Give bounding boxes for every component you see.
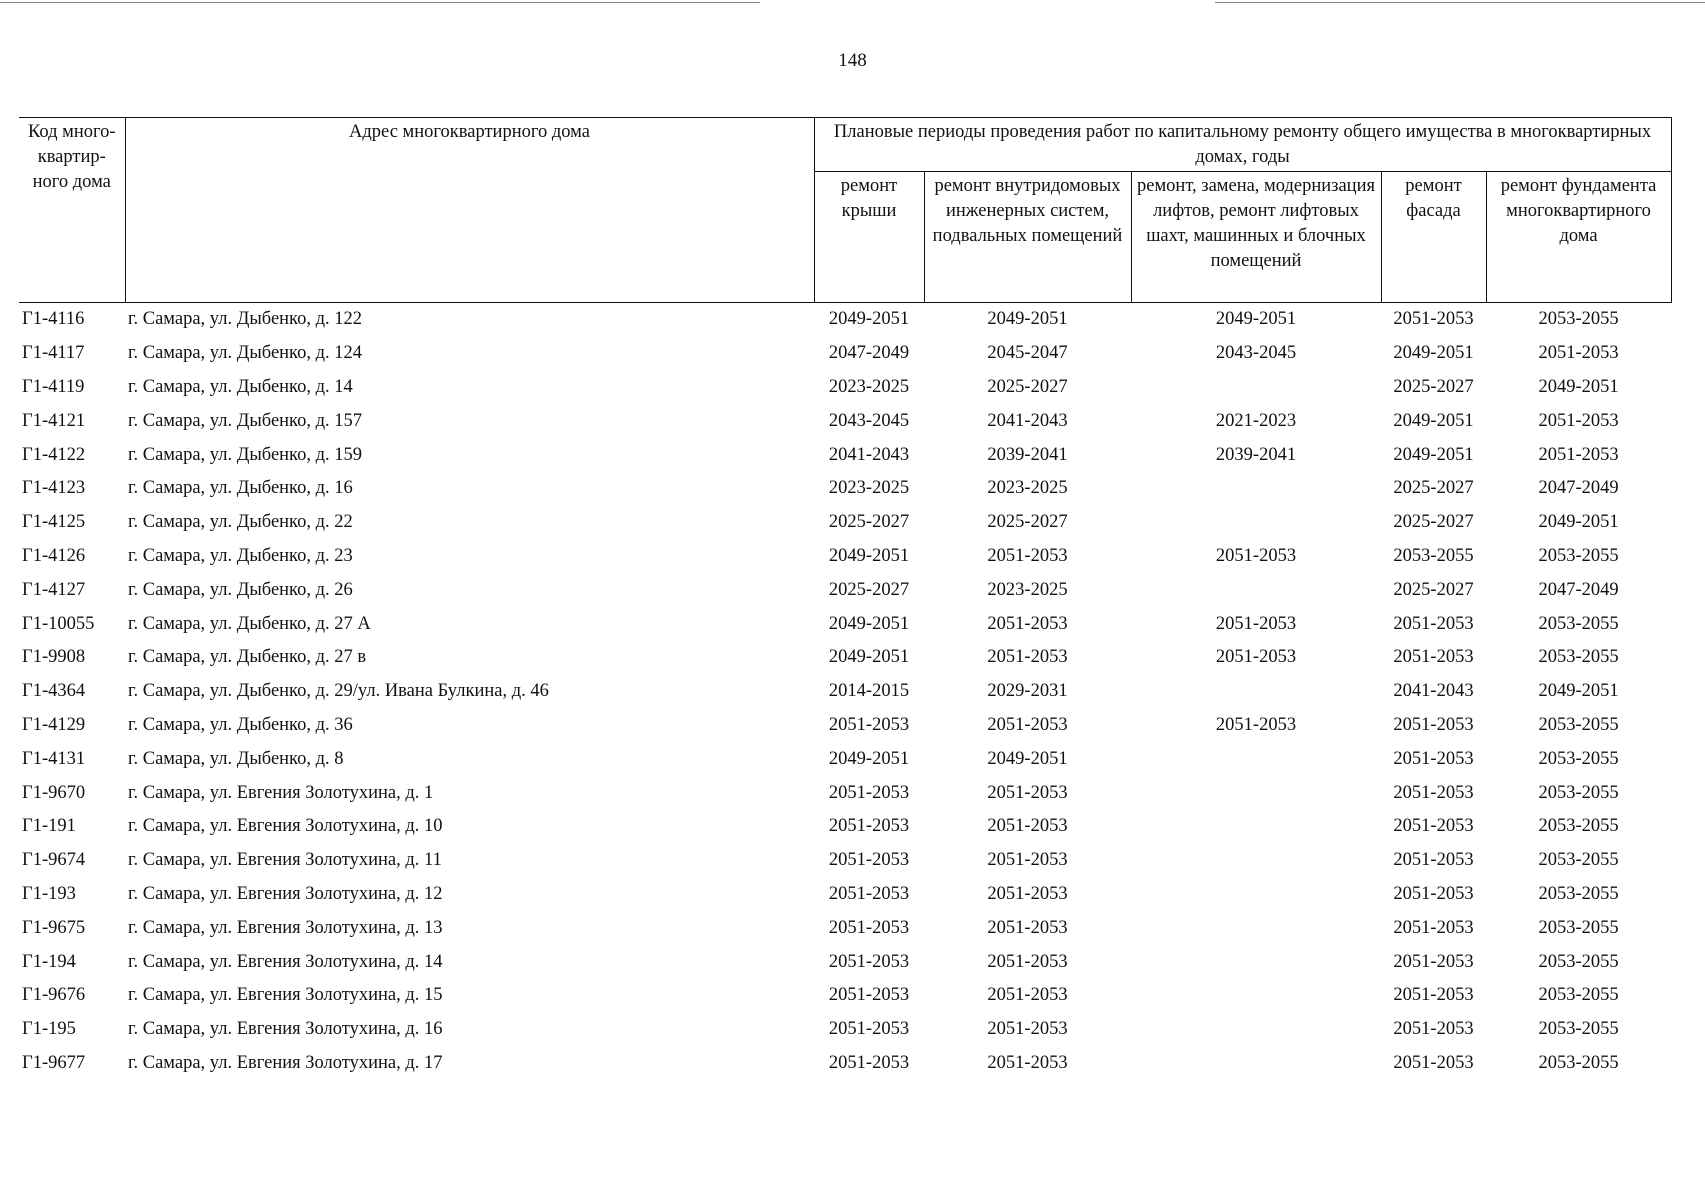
cell-address: г. Самара, ул. Евгения Золотухина, д. 12	[128, 883, 443, 904]
cell-elevators	[1131, 776, 1381, 810]
header-foundation: ремонт фундамента многоквартирного дома	[1486, 172, 1671, 303]
cell-foundation: 2053-2055	[1538, 545, 1619, 566]
cell-roof: 2049-2051	[828, 647, 910, 668]
table-row	[19, 337, 1671, 371]
cell-engineering: 2051-2053	[987, 850, 1068, 871]
cell-elevators	[1131, 573, 1381, 607]
cell-code: Г1-4116	[22, 309, 85, 330]
cell-elevators	[1131, 1047, 1381, 1081]
cell-facade: 2051-2053	[1393, 816, 1474, 837]
cell-facade: 2051-2053	[1393, 1019, 1474, 1040]
cell-roof: 2047-2049	[828, 343, 910, 364]
cell-address: г. Самара, ул. Дыбенко, д. 22	[128, 512, 353, 533]
cell-engineering: 2051-2053	[987, 883, 1068, 904]
cell-engineering: 2051-2053	[987, 782, 1068, 803]
cell-code: Г1-195	[22, 1019, 76, 1040]
cell-foundation: 2053-2055	[1538, 309, 1619, 330]
scan-top-rule	[0, 2, 760, 3]
cell-elevators: 2021-2023	[1215, 410, 1297, 431]
cell-engineering: 2051-2053	[987, 1052, 1068, 1073]
cell-engineering: 2051-2053	[987, 985, 1068, 1006]
cell-facade: 2051-2053	[1393, 917, 1474, 938]
table-row	[19, 911, 1671, 945]
cell-facade: 2051-2053	[1393, 985, 1474, 1006]
cell-engineering: 2051-2053	[987, 545, 1068, 566]
table-row	[19, 641, 1671, 675]
cell-foundation: 2053-2055	[1538, 850, 1619, 871]
cell-facade: 2025-2027	[1393, 579, 1474, 600]
table-row	[19, 776, 1671, 810]
cell-foundation: 2053-2055	[1538, 748, 1619, 769]
cell-elevators	[1131, 911, 1381, 945]
cell-elevators	[1131, 979, 1381, 1013]
cell-roof: 2025-2027	[828, 579, 910, 600]
cell-facade: 2041-2043	[1393, 681, 1474, 702]
cell-address: г. Самара, ул. Дыбенко, д. 36	[128, 714, 353, 735]
cell-engineering: 2041-2043	[987, 410, 1068, 431]
cell-code: Г1-9670	[22, 782, 86, 803]
cell-foundation: 2053-2055	[1538, 951, 1619, 972]
cell-code: Г1-4364	[22, 681, 86, 702]
table-row	[19, 404, 1671, 438]
cell-facade: 2049-2051	[1393, 444, 1474, 465]
cell-engineering: 2049-2051	[987, 748, 1068, 769]
table-header	[19, 118, 1671, 303]
cell-code: Г1-9674	[22, 850, 86, 871]
cell-code: Г1-4123	[22, 478, 86, 499]
cell-foundation: 2049-2051	[1538, 512, 1619, 533]
cell-roof: 2049-2051	[828, 309, 910, 330]
cell-roof: 2051-2053	[828, 1052, 910, 1073]
cell-foundation: 2051-2053	[1538, 410, 1619, 431]
cell-code: Г1-4119	[22, 376, 85, 397]
cell-code: Г1-4121	[22, 410, 86, 431]
cell-foundation: 2051-2053	[1538, 444, 1619, 465]
cell-code: Г1-9677	[22, 1052, 86, 1073]
cell-address: г. Самара, ул. Евгения Золотухина, д. 1	[128, 782, 434, 803]
table-row	[19, 675, 1671, 709]
cell-facade: 2051-2053	[1393, 1052, 1474, 1073]
table-row	[19, 506, 1671, 540]
table-row	[19, 810, 1671, 844]
cell-code: Г1-9908	[22, 647, 86, 668]
header-facade: ремонт фасада	[1381, 172, 1486, 303]
cell-foundation: 2049-2051	[1538, 681, 1619, 702]
cell-roof: 2049-2051	[828, 748, 910, 769]
table-row	[19, 371, 1671, 405]
cell-foundation: 2053-2055	[1538, 917, 1619, 938]
cell-roof: 2023-2025	[828, 478, 910, 499]
table-row	[19, 607, 1671, 641]
cell-elevators	[1131, 371, 1381, 405]
cell-address: г. Самара, ул. Дыбенко, д. 29/ул. Ивана Булкина, д. 46	[128, 681, 549, 702]
cell-elevators	[1131, 742, 1381, 776]
cell-roof: 2023-2025	[828, 376, 910, 397]
cell-roof: 2043-2045	[828, 410, 910, 431]
cell-engineering: 2051-2053	[987, 917, 1068, 938]
table-row	[19, 438, 1671, 472]
cell-elevators	[1131, 945, 1381, 979]
cell-address: г. Самара, ул. Дыбенко, д. 122	[128, 309, 363, 330]
table-row	[19, 540, 1671, 574]
cell-code: Г1-191	[22, 816, 76, 837]
cell-facade: 2051-2053	[1393, 613, 1474, 634]
table-row	[19, 303, 1671, 337]
table-row	[19, 1047, 1671, 1081]
cell-foundation: 2053-2055	[1538, 782, 1619, 803]
repair-schedule-table	[19, 117, 1672, 1080]
cell-engineering: 2051-2053	[987, 714, 1068, 735]
cell-roof: 2041-2043	[828, 444, 910, 465]
cell-foundation: 2047-2049	[1538, 478, 1619, 499]
cell-facade: 2051-2053	[1393, 850, 1474, 871]
header-roof: ремонт крыши	[814, 172, 924, 303]
cell-facade: 2051-2053	[1393, 782, 1474, 803]
cell-elevators: 2051-2053	[1215, 613, 1297, 634]
cell-engineering: 2023-2025	[987, 478, 1068, 499]
cell-foundation: 2053-2055	[1538, 1052, 1619, 1073]
cell-code: Г1-4126	[22, 545, 86, 566]
table-row	[19, 844, 1671, 878]
cell-engineering: 2039-2041	[987, 444, 1068, 465]
cell-facade: 2025-2027	[1393, 376, 1474, 397]
cell-facade: 2049-2051	[1393, 343, 1474, 364]
cell-address: г. Самара, ул. Дыбенко, д. 14	[128, 376, 353, 397]
cell-elevators: 2051-2053	[1215, 647, 1297, 668]
cell-engineering: 2051-2053	[987, 613, 1068, 634]
cell-foundation: 2051-2053	[1538, 343, 1619, 364]
cell-address: г. Самара, ул. Евгения Золотухина, д. 17	[128, 1052, 443, 1073]
cell-code: Г1-10055	[22, 613, 95, 634]
cell-engineering: 2051-2053	[987, 951, 1068, 972]
cell-address: г. Самара, ул. Дыбенко, д. 157	[128, 410, 363, 431]
cell-facade: 2051-2053	[1393, 951, 1474, 972]
cell-foundation: 2053-2055	[1538, 883, 1619, 904]
cell-elevators: 2051-2053	[1215, 714, 1297, 735]
cell-foundation: 2049-2051	[1538, 376, 1619, 397]
header-engineering: ремонт внутридомовых инженерных систем, подвальных помещений	[924, 172, 1131, 303]
cell-facade: 2051-2053	[1393, 309, 1474, 330]
cell-facade: 2051-2053	[1393, 647, 1474, 668]
cell-facade: 2051-2053	[1393, 883, 1474, 904]
cell-elevators	[1131, 1013, 1381, 1047]
cell-elevators	[1131, 675, 1381, 709]
table-row	[19, 945, 1671, 979]
cell-roof: 2051-2053	[828, 1019, 910, 1040]
table-row	[19, 709, 1671, 743]
table-row	[19, 878, 1671, 912]
table-body	[19, 303, 1671, 1081]
cell-address: г. Самара, ул. Евгения Золотухина, д. 15	[128, 985, 443, 1006]
cell-address: г. Самара, ул. Дыбенко, д. 8	[128, 748, 344, 769]
cell-code: Г1-4122	[22, 444, 86, 465]
cell-address: г. Самара, ул. Евгения Золотухина, д. 16	[128, 1019, 443, 1040]
cell-engineering: 2051-2053	[987, 816, 1068, 837]
cell-engineering: 2023-2025	[987, 579, 1068, 600]
cell-code: Г1-4127	[22, 579, 86, 600]
cell-engineering: 2051-2053	[987, 1019, 1068, 1040]
cell-address: г. Самара, ул. Дыбенко, д. 26	[128, 579, 353, 600]
cell-elevators	[1131, 506, 1381, 540]
cell-address: г. Самара, ул. Дыбенко, д. 124	[128, 343, 363, 364]
table-row	[19, 472, 1671, 506]
cell-roof: 2051-2053	[828, 883, 910, 904]
cell-foundation: 2053-2055	[1538, 613, 1619, 634]
cell-address: г. Самара, ул. Дыбенко, д. 27 А	[128, 613, 371, 634]
cell-code: Г1-9675	[22, 917, 86, 938]
header-address: Адрес многоквартирного дома	[125, 118, 814, 303]
cell-roof: 2051-2053	[828, 816, 910, 837]
cell-engineering: 2051-2053	[987, 647, 1068, 668]
cell-foundation: 2047-2049	[1538, 579, 1619, 600]
cell-code: Г1-4131	[22, 748, 86, 769]
cell-engineering: 2029-2031	[987, 681, 1068, 702]
cell-foundation: 2053-2055	[1538, 985, 1619, 1006]
cell-facade: 2053-2055	[1393, 545, 1474, 566]
cell-address: г. Самара, ул. Дыбенко, д. 16	[128, 478, 353, 499]
cell-code: Г1-4117	[22, 343, 85, 364]
cell-address: г. Самара, ул. Дыбенко, д. 27 в	[128, 647, 367, 668]
cell-engineering: 2045-2047	[987, 343, 1068, 364]
cell-elevators: 2039-2041	[1215, 444, 1297, 465]
header-periods: Плановые периоды проведения работ по капитальному ремонту общего имущества в многоквартирных домах, годы	[814, 118, 1671, 172]
cell-facade: 2051-2053	[1393, 748, 1474, 769]
table-row	[19, 573, 1671, 607]
cell-elevators	[1131, 810, 1381, 844]
cell-roof: 2051-2053	[828, 917, 910, 938]
cell-engineering: 2049-2051	[987, 309, 1068, 330]
table-row	[19, 742, 1671, 776]
cell-elevators	[1131, 878, 1381, 912]
header-elevators: ремонт, замена, модернизация лифтов, ремонт лифтовых шахт, машинных и блочных помещений	[1131, 172, 1381, 303]
cell-code: Г1-194	[22, 951, 76, 972]
cell-elevators	[1131, 844, 1381, 878]
cell-foundation: 2053-2055	[1538, 1019, 1619, 1040]
cell-elevators: 2049-2051	[1215, 309, 1297, 330]
cell-roof: 2014-2015	[828, 681, 910, 702]
table-row	[19, 1013, 1671, 1047]
cell-address: г. Самара, ул. Дыбенко, д. 23	[128, 545, 353, 566]
cell-elevators	[1131, 472, 1381, 506]
cell-engineering: 2025-2027	[987, 376, 1068, 397]
cell-roof: 2051-2053	[828, 714, 910, 735]
cell-address: г. Самара, ул. Евгения Золотухина, д. 11	[128, 850, 442, 871]
cell-address: г. Самара, ул. Евгения Золотухина, д. 14	[128, 951, 443, 972]
header-code: Код много-квартир-ного дома	[19, 118, 125, 303]
cell-roof: 2025-2027	[828, 512, 910, 533]
cell-roof: 2051-2053	[828, 985, 910, 1006]
cell-code: Г1-4129	[22, 714, 86, 735]
cell-address: г. Самара, ул. Евгения Золотухина, д. 13	[128, 917, 443, 938]
cell-facade: 2049-2051	[1393, 410, 1474, 431]
table-row	[19, 979, 1671, 1013]
cell-code: Г1-4125	[22, 512, 86, 533]
scan-top-rule-right	[1215, 2, 1705, 3]
cell-elevators: 2051-2053	[1215, 545, 1297, 566]
cell-foundation: 2053-2055	[1538, 816, 1619, 837]
cell-elevators: 2043-2045	[1215, 343, 1297, 364]
cell-facade: 2051-2053	[1393, 714, 1474, 735]
cell-facade: 2025-2027	[1393, 512, 1474, 533]
page-number: 148	[838, 50, 867, 71]
cell-roof: 2051-2053	[828, 850, 910, 871]
cell-address: г. Самара, ул. Дыбенко, д. 159	[128, 444, 363, 465]
cell-address: г. Самара, ул. Евгения Золотухина, д. 10	[128, 816, 443, 837]
cell-foundation: 2053-2055	[1538, 647, 1619, 668]
cell-facade: 2025-2027	[1393, 478, 1474, 499]
cell-foundation: 2053-2055	[1538, 714, 1619, 735]
cell-roof: 2049-2051	[828, 545, 910, 566]
cell-engineering: 2025-2027	[987, 512, 1068, 533]
cell-roof: 2051-2053	[828, 951, 910, 972]
cell-code: Г1-193	[22, 883, 76, 904]
cell-roof: 2051-2053	[828, 782, 910, 803]
cell-code: Г1-9676	[22, 985, 86, 1006]
cell-roof: 2049-2051	[828, 613, 910, 634]
